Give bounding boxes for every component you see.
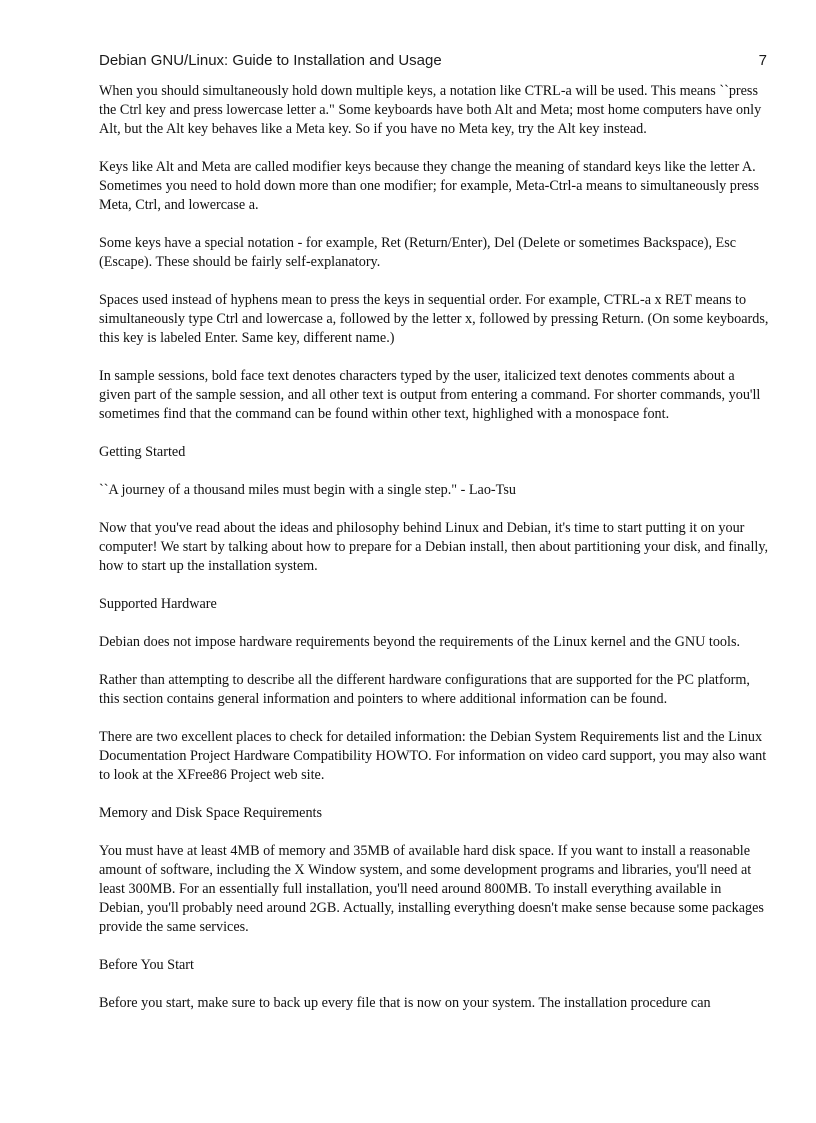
page-number: 7 — [758, 52, 767, 69]
page-body — [99, 82, 769, 1032]
paragraph-hardware-configs: Rather than attempting to describe all the different hardware configurations that are supported for the PC platform, this section contains general information and pointers to where additional information can be found. — [99, 672, 750, 707]
paragraph-quote: ``A journey of a thousand miles must begin with a single step." - Lao-Tsu — [99, 482, 516, 498]
paragraph-sequential-keys: Spaces used instead of hyphens mean to press the keys in sequential order. For example, CTRL-a x RET means to simultaneously type Ctrl and lowercase a, followed by the letter x, followed by pressing Return. (On some keyboards, this key is labeled Enter. Same key, different name.) — [99, 292, 769, 346]
paragraph-memory-disk: You must have at least 4MB of memory and 35MB of available hard disk space. If you want to install a reasonable amount of software, including the X Window system, and some development programs and libraries, you'll need at least 300MB. For an essentially full installation, you'll need around 800MB. To install everything available in Debian, you'll probably need around 2GB. Actually, installing everything doesn't make sense because some packages provide the same services. — [99, 843, 764, 935]
section-heading-getting-started: Getting Started — [99, 444, 186, 460]
running-title: Debian GNU/Linux: Guide to Installation and Usage — [99, 52, 442, 69]
page-header — [99, 50, 767, 72]
paragraph-special-notation: Some keys have a special notation - for example, Ret (Return/Enter), Del (Delete or sometimes Backspace), Esc (Escape). These should be fairly self-explanatory. — [99, 235, 737, 270]
paragraph-backup: Before you start, make sure to back up every file that is now on your system. The installation procedure can — [99, 995, 711, 1011]
paragraph-modifier-notation: When you should simultaneously hold down multiple keys, a notation like CTRL-a will be used. This means ``press the Ctrl key and press lowercase letter a." Some keyboards have both Alt and Meta; most home computers have only Alt, but the Alt key behaves like a Meta key. So if you have no Meta key, try the Alt key instead. — [99, 83, 762, 137]
paragraph-intro: Now that you've read about the ideas and philosophy behind Linux and Debian, it's time to start putting it on your computer! We start by talking about how to prepare for a Debian install, then about partitioning your disk, and finally, how to start up the installation system. — [99, 520, 769, 574]
paragraph-info-sources: There are two excellent places to check for detailed information: the Debian System Requirements list and the Linux Documentation Project Hardware Compatibility HOWTO. For information on video card support, you may also want to look at the XFree86 Project web site. — [99, 729, 767, 783]
paragraph-hardware-requirements: Debian does not impose hardware requirements beyond the requirements of the Linux kernel and the GNU tools. — [99, 634, 741, 650]
paragraph-sample-sessions: In sample sessions, bold face text denotes characters typed by the user, italicized text denotes comments about a given part of the sample session, and all other text is output from entering a command. For shorter commands, you'll sometimes find that the command can be found within other text, highlighed with a monospace font. — [99, 368, 761, 422]
section-heading-before-you-start: Before You Start — [99, 957, 194, 973]
paragraph-modifier-keys: Keys like Alt and Meta are called modifier keys because they change the meaning of standard keys like the letter A. Sometimes you need to hold down more than one modifier; for example, Meta-Ctrl-a means to simultaneously press Meta, Ctrl, and lowercase a. — [99, 159, 759, 213]
section-heading-memory-disk: Memory and Disk Space Requirements — [99, 805, 323, 821]
section-heading-supported-hardware: Supported Hardware — [99, 596, 217, 612]
